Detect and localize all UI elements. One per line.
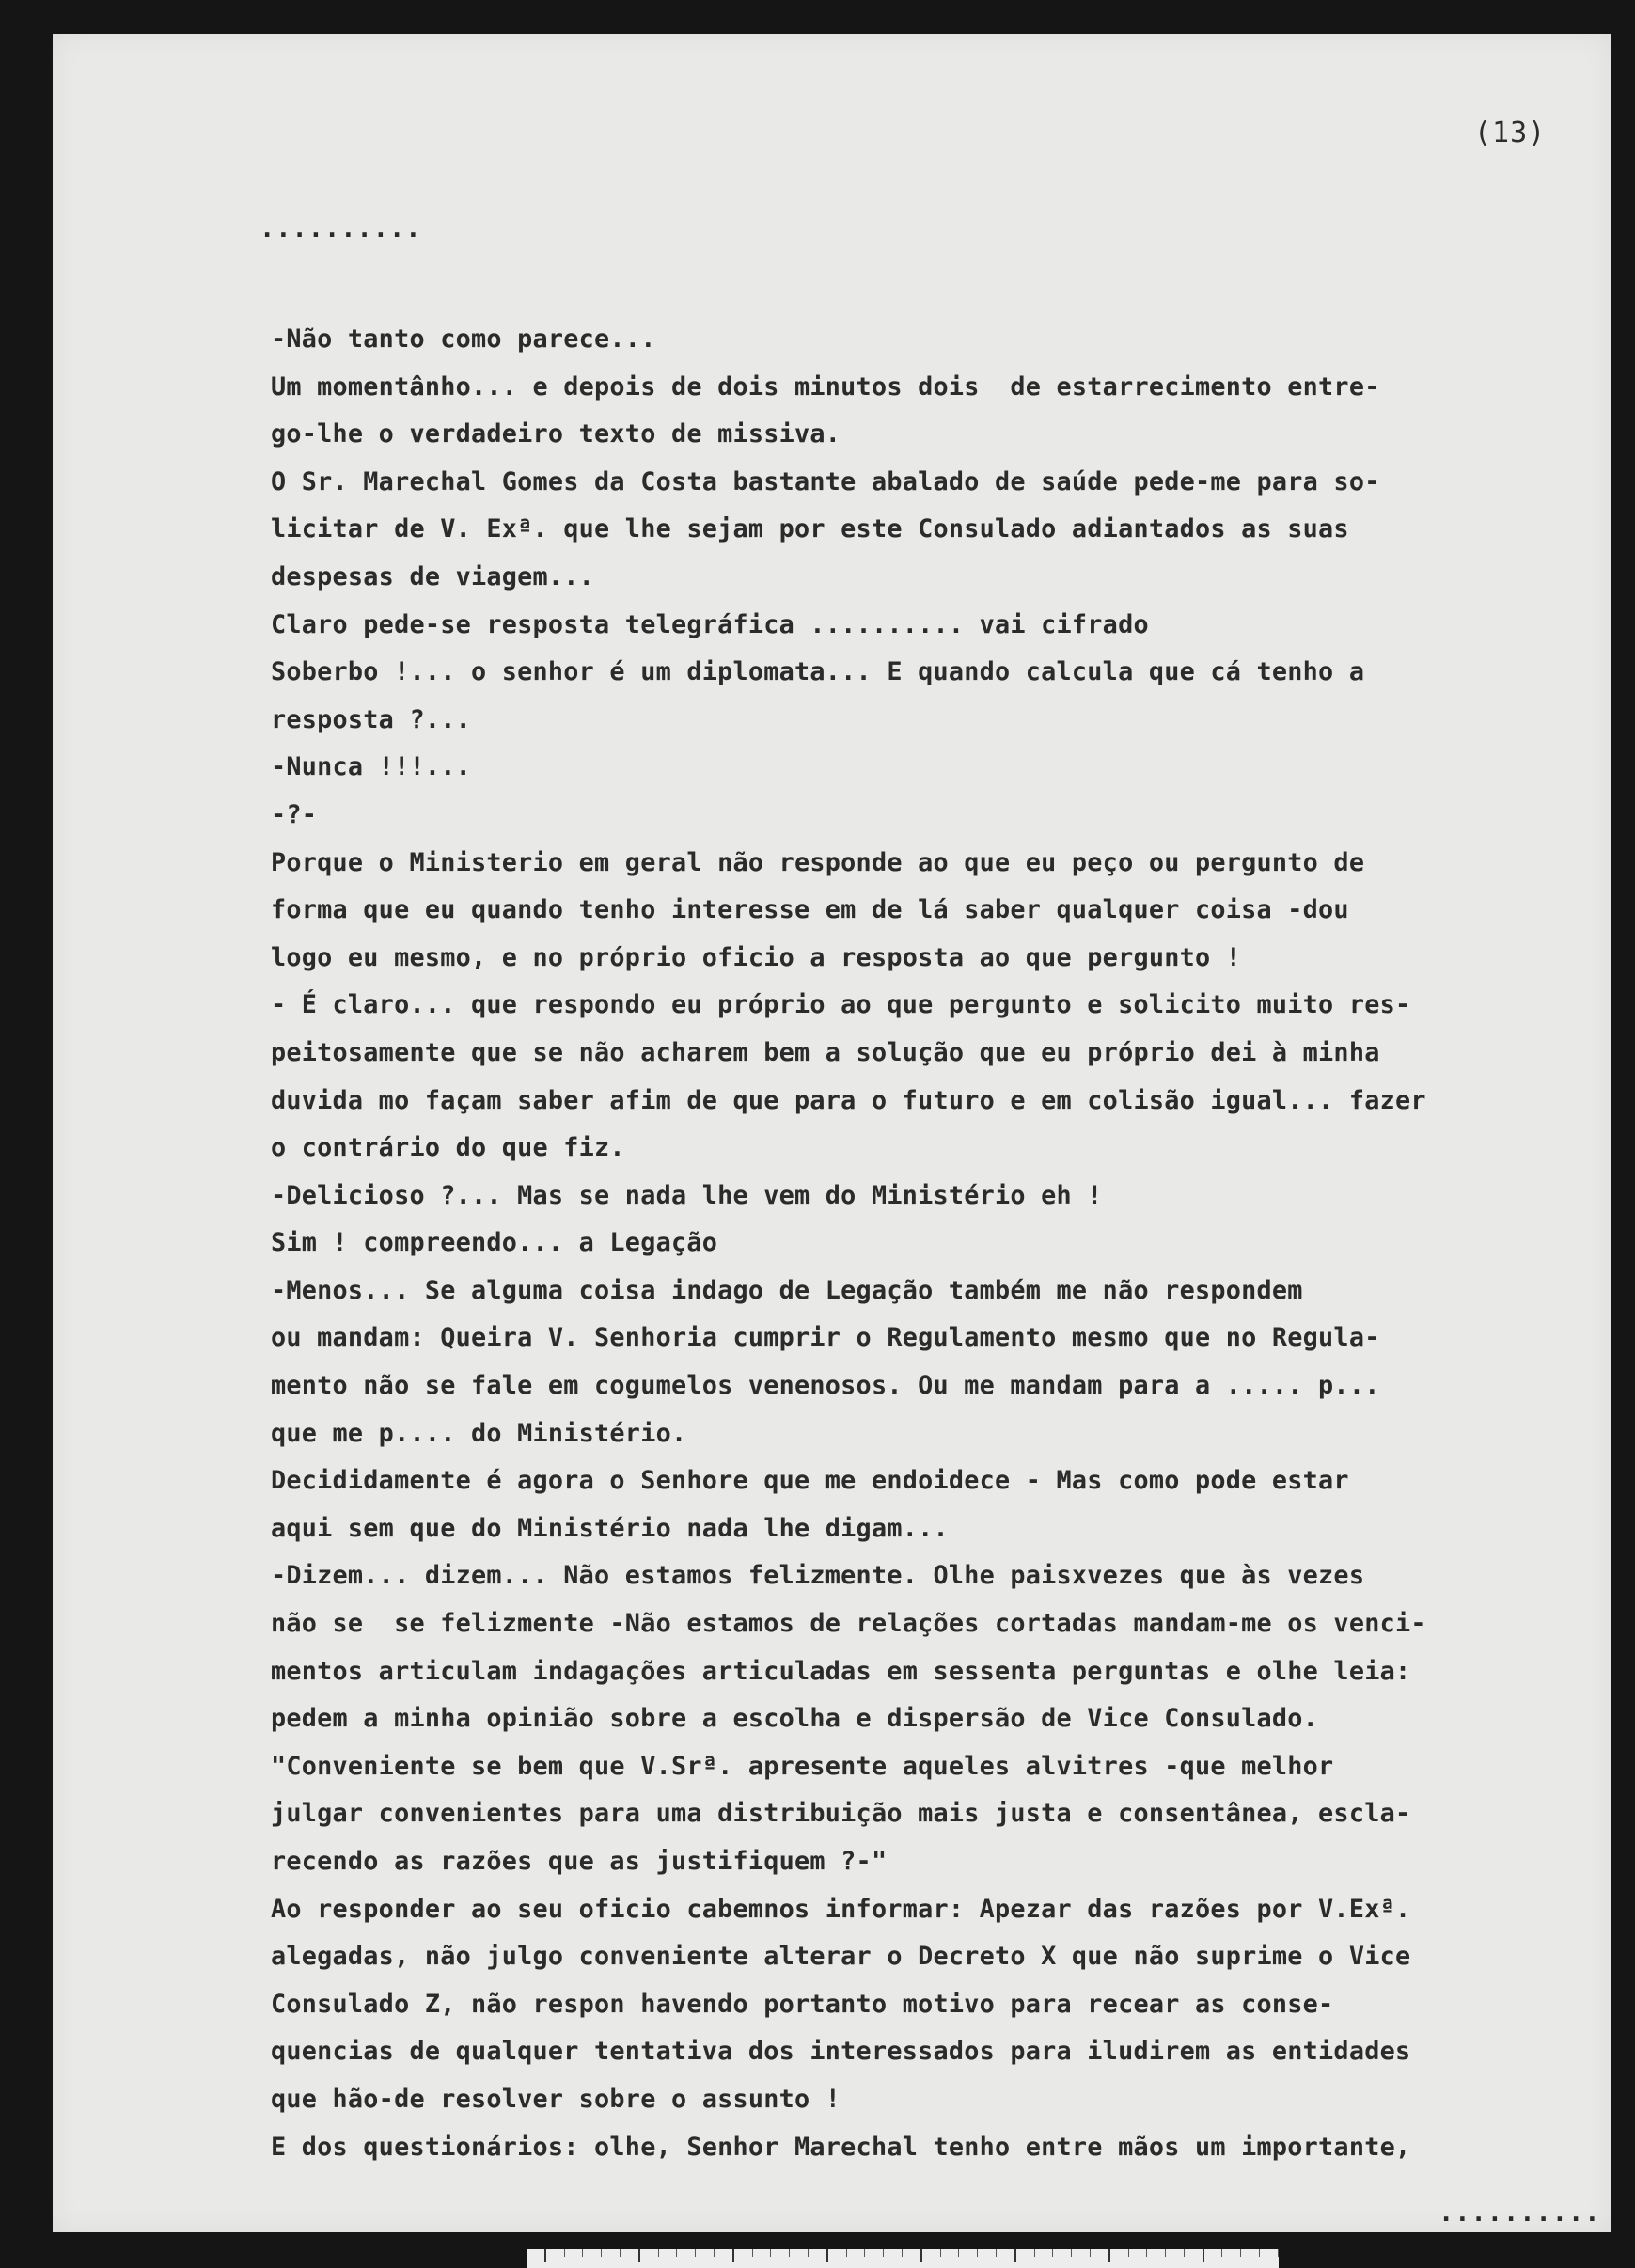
text-line: O Sr. Marechal Gomes da Costa bastante abalado de saúde pede-me para so- [271,466,1380,496]
text-line: forma que eu quando tenho interesse em de lá saber qualquer coisa -dou [271,895,1349,925]
text-line: resposta ?... [271,704,471,734]
trailing-dots: .......... [1438,2198,1601,2228]
text-line: pedem a minha opinião sobre a escolha e dispersão de Vice Consulado. [271,1704,1319,1734]
text-line: Porque o Ministerio em geral não responde ao que eu peço ou pergunto de [271,847,1365,877]
text-line: licitar de V. Exª. que lhe sejam por este Consulado adiantados as suas [271,514,1349,544]
text-line: ou mandam: Queira V. Senhoria cumprir o Regulamento mesmo que no Regula- [271,1323,1380,1353]
text-line: Soberbo !... o senhor é um diplomata... E quando calcula que cá tenho a [271,657,1365,687]
text-line: alegadas, não julgo conveniente alterar o Decreto X que não suprime o Vice [271,1942,1411,1972]
text-line: Claro pede-se resposta telegráfica .......... vai cifrado [271,609,1149,639]
text-line: não se se felizmente -Não estamos de relações cortadas mandam-me os venci- [271,1609,1426,1639]
typewritten-sheet [53,34,1611,2232]
text-line: "Conveniente se bem que V.Srª. apresente aqueles alvitres -que melhor [271,1751,1334,1781]
text-line: aqui sem que do Ministério nada lhe digam... [271,1513,949,1543]
text-line: - É claro... que respondo eu próprio ao que pergunto e solicito muito res- [271,990,1411,1020]
text-line: -Menos... Se alguma coisa indago de Legação também me não respondem [271,1275,1303,1305]
scale-ruler [527,2249,1279,2268]
text-line: go-lhe o verdadeiro texto de missiva. [271,419,841,449]
typewritten-body [271,316,1634,2171]
text-line: que hão-de resolver sobre o assunto ! [271,2084,841,2114]
text-line: -Não tanto como parece... [271,324,656,354]
text-line: mentos articulam indagações articuladas em sessenta perguntas e olhe leia: [271,1656,1411,1686]
text-line: que me p.... do Ministério. [271,1418,687,1448]
text-line: Decididamente é agora o Senhore que me endoidece - Mas como pode estar [271,1466,1349,1496]
text-line: -?- [271,799,318,829]
text-line: despesas de viagem... [271,561,595,591]
text-line: -Nunca !!!... [271,752,471,782]
text-line: Um momentânho... e depois de dois minutos dois de estarrecimento entre- [271,371,1380,402]
text-line: -Dizem... dizem... Não estamos felizmente. Olhe paisxvezes que às vezes [271,1561,1365,1591]
text-line: julgar convenientes para uma distribuição mais justa e consentânea, escla- [271,1799,1411,1829]
text-line: o contrário do que fiz. [271,1133,625,1163]
text-line: Ao responder ao seu oficio cabemnos informar: Apezar das razões por V.Exª. [271,1894,1411,1924]
text-line: peitosamente que se não acharem bem a solução que eu próprio dei à minha [271,1037,1380,1067]
text-line: duvida mo façam saber afim de que para o futuro e em colisão igual... fazer [271,1085,1426,1115]
text-line: -Delicioso ?... Mas se nada lhe vem do Ministério eh ! [271,1180,1103,1210]
text-line: quencias de qualquer tentativa dos interessados para iludirem as entidades [271,2037,1411,2067]
text-line: logo eu mesmo, e no próprio oficio a resposta ao que pergunto ! [271,942,1242,972]
text-line: Consulado Z, não respon havendo portanto motivo para recear as conse- [271,1989,1334,2019]
text-line: Sim ! compreendo... a Legação [271,1228,718,1258]
text-line: recendo as razões que as justifiquem ?-" [271,1847,888,1876]
text-line: E dos questionários: olhe, Senhor Marechal tenho entre mãos um importante, [271,2132,1411,2162]
text-line: mento não se fale em cogumelos venenosos. Ou me mandam para a ..... p... [271,1371,1380,1401]
page-number: (13) [1474,117,1547,150]
leading-dots: .......... [259,214,422,244]
